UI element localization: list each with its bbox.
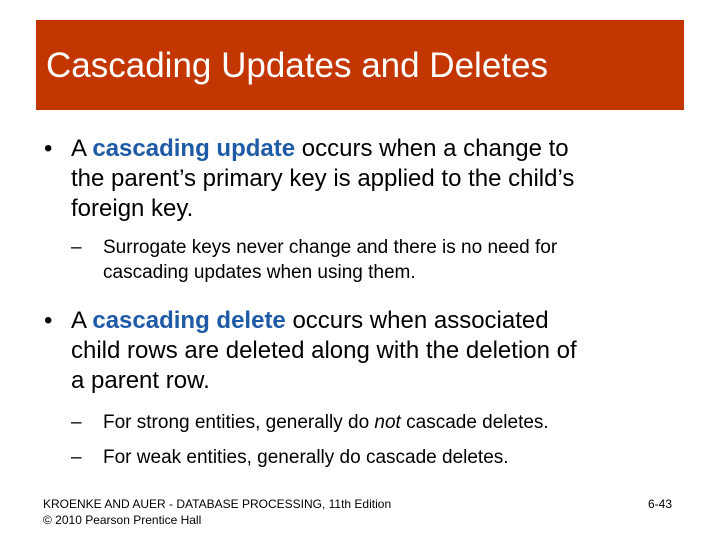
subbullet-line: cascading updates when using them. [103, 262, 416, 283]
bullet-marker: • [44, 135, 53, 162]
bullet-line [71, 134, 671, 164]
bullet-line: the parent’s primary key is applied to the child’s [71, 165, 575, 192]
subbullet-text: cascade deletes. [400, 412, 549, 433]
bullet-prefix: A [71, 307, 93, 334]
bullet-line: child rows are deleted along with the deletion of [71, 337, 577, 364]
bullet-marker: • [44, 307, 53, 334]
title-bar [36, 20, 684, 110]
bullet-cascading-delete [71, 306, 671, 396]
bullet-line: foreign key. [71, 195, 194, 222]
subbullet-weak-entities: For weak entities, generally do cascade deletes. [103, 447, 509, 468]
footer-citation [43, 496, 391, 528]
bullet-line [71, 306, 671, 336]
subbullet-marker: – [71, 237, 82, 258]
bullet-cascading-update [71, 134, 671, 224]
emphasis-not: not [374, 412, 401, 433]
footer-copyright: © 2010 Pearson Prentice Hall [43, 513, 202, 527]
bullet-text: occurs when associated [285, 307, 549, 334]
subbullet-strong-entities [103, 410, 693, 435]
subbullet-text: For strong entities, generally do [103, 412, 375, 433]
subbullet-marker: – [71, 412, 82, 433]
footer-book-title: KROENKE AND AUER - DATABASE PROCESSING, 11th Edition [43, 497, 392, 511]
page-number: 6-43 [648, 497, 673, 511]
subbullet-surrogate-keys [103, 235, 693, 285]
slide-title: Cascading Updates and Deletes [46, 46, 548, 85]
subbullet-marker: – [71, 447, 82, 468]
term-cascading-update: cascading update [92, 135, 296, 162]
bullet-prefix: A [71, 135, 93, 162]
bullet-line: a parent row. [71, 367, 210, 394]
term-cascading-delete: cascading delete [92, 307, 286, 334]
subbullet-line: Surrogate keys never change and there is no need for [103, 237, 558, 258]
bullet-text: occurs when a change to [295, 135, 569, 162]
